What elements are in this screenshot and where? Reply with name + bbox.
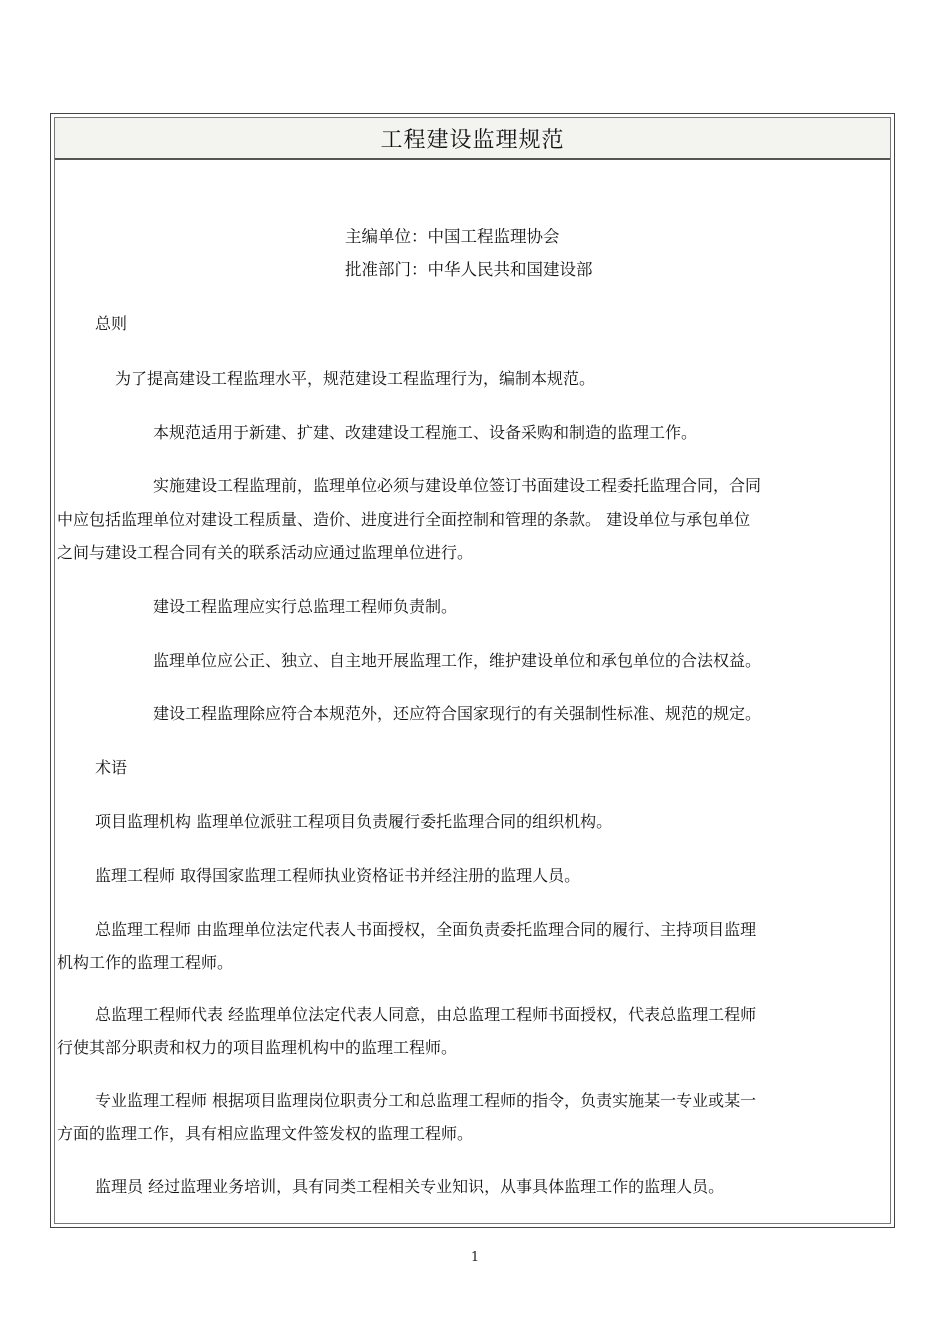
document-frame-inner [54, 117, 891, 1224]
general-paragraph-6: 建设工程监理除应符合本规范外，还应符合国家现行的有关强制性标准、规范的规定。 [153, 704, 762, 723]
term-paragraph-3-line-2: 机构工作的监理工程师。 [57, 953, 234, 972]
general-paragraph-3-line-1: 实施建设工程监理前，监理单位必须与建设单位签订书面建设工程委托监理合同，合同 [153, 476, 762, 495]
term-paragraph-1: 项目监理机构 监理单位派驻工程项目负责履行委托监理合同的组织机构。 [95, 812, 613, 831]
general-paragraph-2: 本规范适用于新建、扩建、改建建设工程施工、设备采购和制造的监理工作。 [153, 423, 698, 442]
section-heading-terms: 术语 [95, 758, 128, 777]
document-frame [50, 113, 895, 1228]
section-heading-general: 总则 [95, 314, 128, 333]
document-title: 工程建设监理规范 [380, 127, 565, 153]
general-paragraph-3-line-3: 之间与建设工程合同有关的联系活动应通过监理单位进行。 [57, 543, 474, 562]
editor-line: 主编单位：中国工程监理协会 [345, 227, 560, 246]
term-paragraph-6: 监理员 经过监理业务培训，具有同类工程相关专业知识，从事具体监理工作的监理人员。 [95, 1177, 725, 1196]
term-paragraph-5-line-1: 专业监理工程师 根据项目监理岗位职责分工和总监理工程师的指令，负责实施某一专业或某一 [95, 1091, 757, 1110]
term-paragraph-4-line-1: 总监理工程师代表 经监理单位法定代表人同意，由总监理工程师书面授权，代表总监理工程师 [95, 1005, 757, 1024]
term-paragraph-4-line-2: 行使其部分职责和权力的项目监理机构中的监理工程师。 [57, 1038, 458, 1057]
title-cell [55, 118, 890, 160]
general-paragraph-5: 监理单位应公正、独立、自主地开展监理工作，维护建设单位和承包单位的合法权益。 [153, 651, 762, 670]
general-paragraph-1: 为了提高建设工程监理水平，规范建设工程监理行为，编制本规范。 [115, 369, 596, 388]
page-number: 1 [470, 1250, 480, 1265]
general-paragraph-4: 建设工程监理应实行总监理工程师负责制。 [153, 597, 458, 616]
general-paragraph-3-line-2: 中应包括监理单位对建设工程质量、造价、进度进行全面控制和管理的条款。 建设单位与承包单位 [57, 510, 751, 529]
approver-line: 批准部门：中华人民共和国建设部 [345, 260, 593, 279]
term-paragraph-3-line-1: 总监理工程师 由监理单位法定代表人书面授权，全面负责委托监理合同的履行、主持项目监理 [95, 920, 757, 939]
term-paragraph-5-line-2: 方面的监理工作，具有相应监理文件签发权的监理工程师。 [57, 1124, 474, 1143]
term-paragraph-2: 监理工程师 取得国家监理工程师执业资格证书并经注册的监理人员。 [95, 866, 581, 885]
